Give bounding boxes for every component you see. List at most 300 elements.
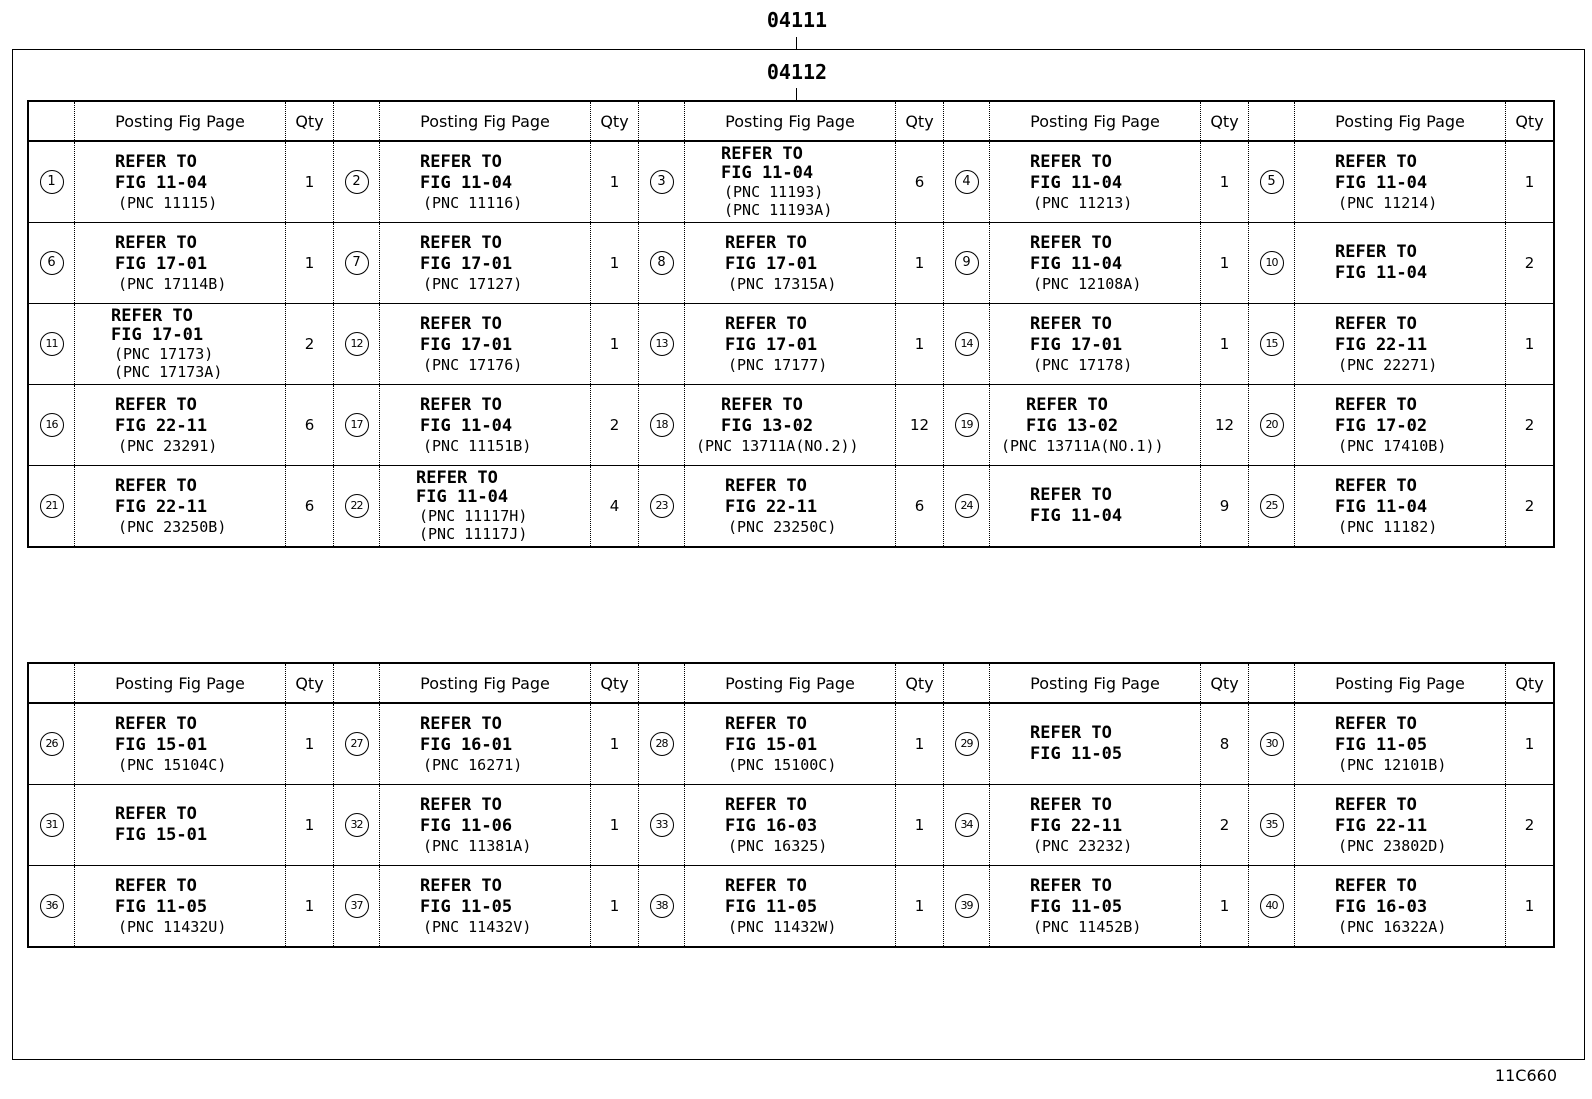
figure-number: FIG 13-02 (1026, 415, 1119, 436)
figure-number: FIG 15-01 (725, 734, 818, 755)
fig-page-reference (75, 866, 286, 948)
fig-page-reference (685, 141, 896, 223)
quantity-value: 1 (591, 304, 639, 385)
assembly-code-top: 04111 (766, 8, 828, 32)
pnc-number: (PNC 11182) (1338, 517, 1438, 536)
item-number-cell (334, 141, 380, 223)
header-qty: Qty (286, 663, 334, 703)
table-row (28, 385, 1554, 466)
item-number-cell (334, 785, 380, 866)
header-qty: Qty (896, 101, 944, 141)
refer-to-text: REFER TO (420, 232, 502, 253)
callout-number: 30 (1260, 732, 1284, 756)
callout-number: 1 (40, 170, 64, 194)
header-blank-cell (1249, 663, 1295, 703)
callout-number: 8 (650, 251, 674, 275)
item-number-cell (334, 703, 380, 785)
fig-page-reference (990, 866, 1201, 948)
pnc-number: (PNC 17410B) (1338, 436, 1447, 455)
item-number-cell (639, 785, 685, 866)
item-number-cell (334, 223, 380, 304)
refer-to-text: REFER TO (1335, 875, 1417, 896)
item-number-cell (1249, 703, 1295, 785)
item-number-cell (639, 385, 685, 466)
refer-to-text: REFER TO (420, 875, 502, 896)
connector-line-inner (796, 88, 797, 100)
pnc-number: (PNC 12101B) (1338, 755, 1447, 774)
pnc-number: (PNC 17127) (423, 274, 523, 293)
figure-number: FIG 11-04 (1030, 506, 1123, 526)
item-number-cell (1249, 141, 1295, 223)
header-qty: Qty (286, 101, 334, 141)
callout-number: 40 (1260, 894, 1284, 918)
figure-number: FIG 11-04 (1335, 172, 1428, 193)
item-number-cell (1249, 866, 1295, 948)
callout-number: 14 (955, 332, 979, 356)
table-header-row (28, 663, 1554, 703)
callout-number: 19 (955, 413, 979, 437)
pnc-number: (PNC 11214) (1338, 193, 1438, 212)
fig-page-reference (380, 466, 591, 548)
pnc-number: (PNC 11115) (118, 193, 218, 212)
callout-number: 17 (345, 413, 369, 437)
fig-page-reference (75, 703, 286, 785)
fig-page-reference (75, 385, 286, 466)
item-number-cell (334, 466, 380, 548)
refer-to-text: REFER TO (1030, 485, 1112, 505)
table-row (28, 866, 1554, 948)
quantity-value: 6 (896, 141, 944, 223)
pnc-number: (PNC 12108A) (1033, 274, 1142, 293)
header-blank-cell (28, 101, 75, 141)
figure-number: FIG 16-01 (420, 734, 513, 755)
figure-number: FIG 11-04 (1335, 263, 1428, 283)
refer-to-text: REFER TO (725, 232, 807, 253)
quantity-value: 1 (896, 304, 944, 385)
item-number-cell (944, 304, 990, 385)
header-blank-cell (334, 663, 380, 703)
item-number-cell (1249, 785, 1295, 866)
quantity-value: 1 (591, 223, 639, 304)
pnc-number: (PNC 16322A) (1338, 917, 1447, 936)
figure-number: FIG 11-04 (721, 163, 814, 183)
header-blank-cell (28, 663, 75, 703)
quantity-value: 1 (591, 703, 639, 785)
assembly-code-inner: 04112 (766, 60, 828, 84)
figure-number: FIG 17-01 (420, 334, 513, 355)
figure-number: FIG 22-11 (1335, 815, 1428, 836)
quantity-value: 6 (286, 385, 334, 466)
callout-number: 18 (650, 413, 674, 437)
callout-number: 2 (345, 170, 369, 194)
refer-to-text: REFER TO (1335, 242, 1417, 262)
figure-number: FIG 11-05 (420, 896, 513, 917)
callout-number: 6 (40, 251, 64, 275)
item-number-cell (334, 385, 380, 466)
fig-page-reference (990, 304, 1201, 385)
pnc-number: (PNC 23250B) (118, 517, 227, 536)
table-row (28, 785, 1554, 866)
fig-page-reference (1295, 866, 1506, 948)
refer-to-text: REFER TO (115, 804, 197, 824)
callout-number: 31 (40, 813, 64, 837)
fig-page-reference (1295, 703, 1506, 785)
fig-page-reference (380, 785, 591, 866)
quantity-value: 1 (1506, 304, 1555, 385)
quantity-value: 6 (286, 466, 334, 548)
header-fig-page: Posting Fig Page (1295, 101, 1506, 141)
pnc-number: (PNC 13711A(NO.1)) (1001, 436, 1164, 455)
header-qty: Qty (591, 663, 639, 703)
fig-page-reference (380, 385, 591, 466)
figure-number: FIG 17-01 (725, 253, 818, 274)
item-number-cell (334, 304, 380, 385)
fig-page-reference (990, 466, 1201, 548)
fig-page-reference (685, 866, 896, 948)
item-number-cell (1249, 223, 1295, 304)
pnc-number: (PNC 11452B) (1033, 917, 1142, 936)
callout-number: 29 (955, 732, 979, 756)
header-blank-cell (944, 663, 990, 703)
item-number-cell (944, 223, 990, 304)
figure-number: FIG 13-02 (721, 415, 814, 436)
callout-number: 21 (40, 494, 64, 518)
fig-page-reference (380, 141, 591, 223)
callout-number: 36 (40, 894, 64, 918)
table-row (28, 141, 1554, 223)
callout-number: 3 (650, 170, 674, 194)
callout-number: 13 (650, 332, 674, 356)
quantity-value: 4 (591, 466, 639, 548)
header-blank-cell (639, 663, 685, 703)
pnc-number: (PNC 23291) (118, 436, 218, 455)
item-number-cell (944, 785, 990, 866)
fig-page-reference (380, 223, 591, 304)
header-qty: Qty (1506, 101, 1555, 141)
callout-number: 16 (40, 413, 64, 437)
pnc-number: (PNC 17177) (728, 355, 828, 374)
item-number-cell (639, 223, 685, 304)
item-number-cell (944, 385, 990, 466)
quantity-value: 1 (1506, 703, 1555, 785)
quantity-value: 1 (1201, 223, 1249, 304)
refer-to-text: REFER TO (725, 713, 807, 734)
table-header-row (28, 101, 1554, 141)
refer-to-text: REFER TO (1335, 794, 1417, 815)
refer-to-text: REFER TO (420, 313, 502, 334)
fig-page-reference (990, 223, 1201, 304)
quantity-value: 1 (1201, 141, 1249, 223)
figure-number: FIG 16-03 (725, 815, 818, 836)
pnc-number: (PNC 13711A(NO.2)) (696, 436, 859, 455)
refer-to-text: REFER TO (721, 144, 803, 164)
header-fig-page: Posting Fig Page (380, 101, 591, 141)
parts-table-2 (27, 662, 1555, 948)
refer-to-text: REFER TO (1026, 394, 1108, 415)
header-qty: Qty (1201, 663, 1249, 703)
table-row (28, 223, 1554, 304)
refer-to-text: REFER TO (1335, 475, 1417, 496)
header-blank-cell (1249, 101, 1295, 141)
callout-number: 24 (955, 494, 979, 518)
pnc-number: (PNC 17176) (423, 355, 523, 374)
item-number-cell (28, 866, 75, 948)
fig-page-reference (685, 385, 896, 466)
quantity-value: 1 (286, 223, 334, 304)
callout-number: 34 (955, 813, 979, 837)
quantity-value: 2 (1201, 785, 1249, 866)
quantity-value: 1 (896, 866, 944, 948)
quantity-value: 8 (1201, 703, 1249, 785)
header-fig-page: Posting Fig Page (685, 101, 896, 141)
quantity-value: 1 (591, 785, 639, 866)
callout-number: 5 (1260, 170, 1284, 194)
figure-number: FIG 11-04 (420, 172, 513, 193)
refer-to-text: REFER TO (115, 475, 197, 496)
figure-number: FIG 17-02 (1335, 415, 1428, 436)
item-number-cell (28, 223, 75, 304)
item-number-cell (1249, 385, 1295, 466)
refer-to-text: REFER TO (115, 394, 197, 415)
refer-to-text: REFER TO (420, 151, 502, 172)
figure-number: FIG 15-01 (115, 734, 208, 755)
refer-to-text: REFER TO (1030, 875, 1112, 896)
callout-number: 27 (345, 732, 369, 756)
quantity-value: 1 (591, 141, 639, 223)
pnc-number: (PNC 11117J) (419, 525, 528, 543)
callout-number: 11 (40, 332, 64, 356)
figure-number: FIG 11-04 (1030, 253, 1123, 274)
header-blank-cell (944, 101, 990, 141)
item-number-cell (944, 141, 990, 223)
callout-number: 4 (955, 170, 979, 194)
item-number-cell (944, 866, 990, 948)
callout-number: 20 (1260, 413, 1284, 437)
header-qty: Qty (591, 101, 639, 141)
quantity-value: 2 (286, 304, 334, 385)
figure-number: FIG 17-01 (111, 325, 204, 345)
refer-to-text: REFER TO (725, 794, 807, 815)
callout-number: 22 (345, 494, 369, 518)
figure-number: FIG 11-04 (115, 172, 208, 193)
figure-number: FIG 11-05 (725, 896, 818, 917)
quantity-value: 2 (1506, 223, 1555, 304)
callout-number: 10 (1260, 251, 1284, 275)
connector-line-top (796, 37, 797, 49)
item-number-cell (28, 785, 75, 866)
callout-number: 28 (650, 732, 674, 756)
illustration-code: 11C660 (1494, 1066, 1557, 1085)
callout-number: 33 (650, 813, 674, 837)
fig-page-reference (75, 223, 286, 304)
quantity-value: 2 (1506, 785, 1555, 866)
callout-number: 26 (40, 732, 64, 756)
refer-to-text: REFER TO (115, 875, 197, 896)
quantity-value: 1 (896, 223, 944, 304)
quantity-value: 12 (1201, 385, 1249, 466)
figure-number: FIG 11-05 (1335, 734, 1428, 755)
pnc-number: (PNC 15104C) (118, 755, 227, 774)
callout-number: 9 (955, 251, 979, 275)
header-blank-cell (334, 101, 380, 141)
fig-page-reference (75, 141, 286, 223)
figure-number: FIG 11-05 (1030, 896, 1123, 917)
quantity-value: 1 (286, 866, 334, 948)
fig-page-reference (380, 304, 591, 385)
callout-number: 23 (650, 494, 674, 518)
quantity-value: 1 (591, 866, 639, 948)
fig-page-reference (685, 466, 896, 548)
header-fig-page: Posting Fig Page (1295, 663, 1506, 703)
callout-number: 15 (1260, 332, 1284, 356)
refer-to-text: REFER TO (420, 394, 502, 415)
item-number-cell (28, 703, 75, 785)
fig-page-reference (685, 703, 896, 785)
fig-page-reference (685, 304, 896, 385)
figure-number: FIG 17-01 (115, 253, 208, 274)
callout-number: 32 (345, 813, 369, 837)
pnc-number: (PNC 16325) (728, 836, 828, 855)
figure-number: FIG 11-04 (1335, 496, 1428, 517)
pnc-number: (PNC 15100C) (728, 755, 837, 774)
fig-page-reference (380, 703, 591, 785)
fig-page-reference (75, 304, 286, 385)
item-number-cell (28, 466, 75, 548)
parts-table-1 (27, 100, 1555, 548)
pnc-number: (PNC 11151B) (423, 436, 532, 455)
figure-number: FIG 17-01 (1030, 334, 1123, 355)
figure-number: FIG 11-05 (115, 896, 208, 917)
figure-number: FIG 22-11 (1335, 334, 1428, 355)
fig-page-reference (990, 141, 1201, 223)
refer-to-text: REFER TO (115, 713, 197, 734)
figure-number: FIG 11-04 (420, 415, 513, 436)
quantity-value: 1 (286, 141, 334, 223)
header-fig-page: Posting Fig Page (990, 101, 1201, 141)
fig-page-reference (75, 785, 286, 866)
table-row (28, 304, 1554, 385)
figure-number: FIG 17-01 (420, 253, 513, 274)
callout-number: 12 (345, 332, 369, 356)
refer-to-text: REFER TO (115, 151, 197, 172)
figure-number: FIG 22-11 (725, 496, 818, 517)
figure-number: FIG 22-11 (1030, 815, 1123, 836)
pnc-number: (PNC 17114B) (118, 274, 227, 293)
item-number-cell (1249, 466, 1295, 548)
pnc-number: (PNC 17173A) (114, 363, 223, 381)
table-row (28, 703, 1554, 785)
figure-number: FIG 11-04 (1030, 172, 1123, 193)
pnc-number: (PNC 11432V) (423, 917, 532, 936)
item-number-cell (334, 866, 380, 948)
quantity-value: 6 (896, 466, 944, 548)
quantity-value: 1 (896, 785, 944, 866)
refer-to-text: REFER TO (721, 394, 803, 415)
callout-number: 38 (650, 894, 674, 918)
callout-number: 39 (955, 894, 979, 918)
table-row (28, 466, 1554, 548)
pnc-number: (PNC 11193) (724, 183, 824, 201)
header-qty: Qty (1506, 663, 1555, 703)
callout-number: 37 (345, 894, 369, 918)
pnc-number: (PNC 11116) (423, 193, 523, 212)
fig-page-reference (990, 703, 1201, 785)
header-qty: Qty (1201, 101, 1249, 141)
header-blank-cell (639, 101, 685, 141)
pnc-number: (PNC 23250C) (728, 517, 837, 536)
callout-number: 7 (345, 251, 369, 275)
refer-to-text: REFER TO (1335, 313, 1417, 334)
fig-page-reference (685, 223, 896, 304)
figure-number: FIG 11-04 (416, 487, 509, 507)
callout-number: 25 (1260, 494, 1284, 518)
pnc-number: (PNC 17178) (1033, 355, 1133, 374)
fig-page-reference (1295, 141, 1506, 223)
refer-to-text: REFER TO (1030, 151, 1112, 172)
item-number-cell (639, 304, 685, 385)
pnc-number: (PNC 11117H) (419, 507, 528, 525)
quantity-value: 1 (1506, 866, 1555, 948)
refer-to-text: REFER TO (1030, 723, 1112, 743)
item-number-cell (639, 141, 685, 223)
refer-to-text: REFER TO (115, 232, 197, 253)
header-fig-page: Posting Fig Page (685, 663, 896, 703)
header-fig-page: Posting Fig Page (380, 663, 591, 703)
quantity-value: 2 (591, 385, 639, 466)
figure-number: FIG 17-01 (725, 334, 818, 355)
refer-to-text: REFER TO (725, 475, 807, 496)
fig-page-reference (685, 785, 896, 866)
pnc-number: (PNC 11432W) (728, 917, 837, 936)
header-fig-page: Posting Fig Page (75, 663, 286, 703)
callout-number: 35 (1260, 813, 1284, 837)
item-number-cell (944, 466, 990, 548)
quantity-value: 1 (896, 703, 944, 785)
pnc-number: (PNC 11432U) (118, 917, 227, 936)
fig-page-reference (1295, 785, 1506, 866)
refer-to-text: REFER TO (1030, 313, 1112, 334)
figure-number: FIG 16-03 (1335, 896, 1428, 917)
figure-number: FIG 22-11 (115, 496, 208, 517)
item-number-cell (944, 703, 990, 785)
quantity-value: 9 (1201, 466, 1249, 548)
fig-page-reference (1295, 223, 1506, 304)
refer-to-text: REFER TO (1030, 232, 1112, 253)
pnc-number: (PNC 11193A) (724, 201, 833, 219)
header-qty: Qty (896, 663, 944, 703)
quantity-value: 2 (1506, 466, 1555, 548)
header-fig-page: Posting Fig Page (75, 101, 286, 141)
fig-page-reference (1295, 385, 1506, 466)
refer-to-text: REFER TO (420, 794, 502, 815)
pnc-number: (PNC 11381A) (423, 836, 532, 855)
refer-to-text: REFER TO (725, 313, 807, 334)
quantity-value: 1 (1506, 141, 1555, 223)
item-number-cell (28, 304, 75, 385)
fig-page-reference (75, 466, 286, 548)
refer-to-text: REFER TO (1335, 394, 1417, 415)
fig-page-reference (380, 866, 591, 948)
pnc-number: (PNC 16271) (423, 755, 523, 774)
fig-page-reference (990, 385, 1201, 466)
refer-to-text: REFER TO (725, 875, 807, 896)
refer-to-text: REFER TO (416, 468, 498, 488)
quantity-value: 12 (896, 385, 944, 466)
pnc-number: (PNC 17173) (114, 345, 214, 363)
figure-number: FIG 15-01 (115, 825, 208, 845)
quantity-value: 1 (1201, 304, 1249, 385)
item-number-cell (1249, 304, 1295, 385)
